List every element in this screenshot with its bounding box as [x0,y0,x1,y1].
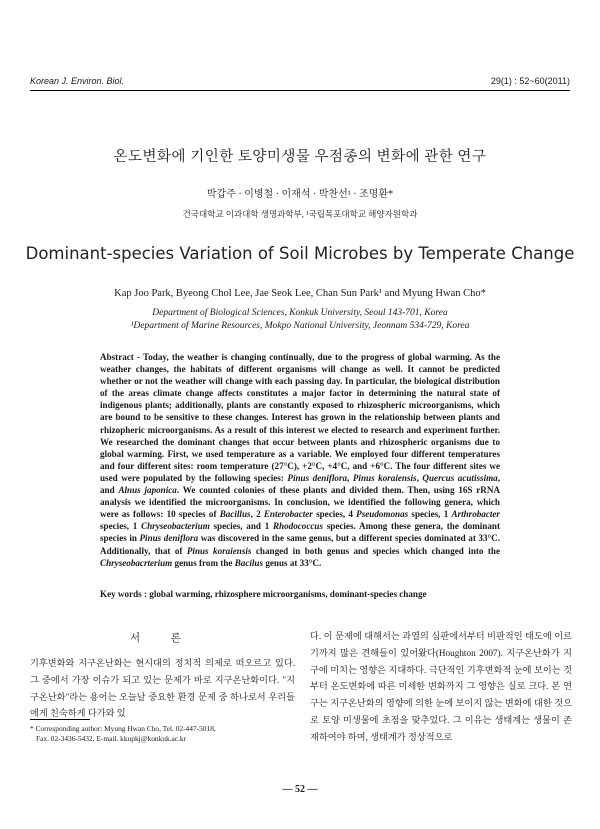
keywords [100,589,500,599]
species-name: Pinus deniflora [287,472,348,483]
abstract-text: species, 1 [100,521,142,532]
genus-name: Arthrobacter [451,509,500,520]
body-left-column: 기후변화와 지구온난화는 현시대의 정치적 의제로 떠오르고 있다. 그 중에서 가장 이슈가 되고 있는 문제가 바로 지구온난화이다. "지구온난화"라는 용어는 오늘날 중요한 환경 문제 중 하나로서 우리들에게 친숙하게 다가와 있 [30,658,295,719]
keywords-text: global warming, rhizosphere microorganisms, dominant-species change [149,589,427,599]
korean-authors: 박갑주 · 이병철 · 이재석 · 박찬선¹ · 조명환* [206,189,394,200]
footnote-line-2: Fax. 02-3436-5432, E-mail. kkupkj@konkuk.ac.kr [36,733,187,743]
abstract-text: genus from the [172,557,235,568]
abstract-text: , [347,472,353,483]
header-rule [30,90,570,91]
korean-title: 온도변화에 기인한 토양미생물 우점종의 변화에 관한 연구 [113,149,487,165]
abstract-text: was discovered in the same genus, but a different species dominated at 33°C. Additionally, that of [100,533,500,556]
english-authors: Kap Joo Park, Byeong Chol Lee, Jae Seok Lee, Chan Sun Park¹ and Myung Hwan Cho* [114,288,486,299]
journal-name: Korean J. Environ. Biol. [30,76,125,86]
footnote [30,724,295,743]
abstract-text: , 2 [250,509,264,520]
english-affiliation-2: ¹Department of Marine Resources, Mokpo National University, Jeonnam 534-729, Korea [130,321,470,331]
section-heading: 서 론 [130,633,195,644]
genus-name: Chryseobacrterium [100,557,173,568]
body-right-column: 다. 이 문제에 대해서는 과열의 심판에서부터 비판적인 태도에 이르기까지 많은 견해들이 있어왔다(Houghton 2007). 지구온난화가 지구에 미치는 영향은 지대하다. 극단적인 기후변화적 눈에 보이는 것부터 온도변화에 따른 미세한 변화까지 그 영향은 실로 크다. 본 연구는 지구온난화의 영향에 의한 눈에 보이지 않는 변화에 대한 것으로 토양 미생물에 초점을 맞추었다. 그 이유는 생태계는 생물이 존재하여야 하며, 생태계가 정상적으로 [310,631,572,742]
footnote-rule [30,719,90,720]
species-name: Quercus acutissima [422,472,498,483]
page-number: — 52 — [282,784,318,795]
english-affiliation-1: Department of Biological Sciences, Konkuk University, Seoul 143-701, Korea [152,308,448,318]
keywords-label: Key words : [100,589,150,599]
genus-name: Chryseobacterium [141,521,210,532]
volume-pages: 29(1) : 52~60(2011) [490,76,570,86]
genus-name: Enterobacter [263,509,313,520]
genus-name: Rhodococcus [272,521,323,532]
genus-name: Pseudomonas [356,509,409,520]
abstract-text: species, 4 [312,509,357,520]
korean-affiliation: 건국대학교 이과대학 생명과학부, ¹국립목포대학교 해양자원학과 [182,209,418,219]
abstract-text: Abstract - Today, the weather is changing continually, due to the progress of global warming. As the weather changes, the habitats of different organisms will change as well. It cannot be predicted whether or not the weather will change with each passing day. In particular, the biological distribution of the areas climate change affects constitutes a major factor in determining the natural state of indigenous plants; additionally, plants are constantly exposed to rhizospheric microorganisms, which are bound to be sensitive to these changes. Interest has grown in the relationship between plants and rhizopheric microorganisms. As a result of this interest we elected to research and experiment further. We researched the dominant changes that occur between plants and rhizospheric organisms due to global warming. First, we used temperature as a variable. We employed four different temperatures and four different sites: room temperature (27°C), +2°C, +4°C, and +6°C. The four different sites we used were populated by the following species: [100,352,500,483]
species-name: Pinus koraiensis [186,545,252,556]
abstract-text: species, and 1 [209,521,273,532]
footnote-line-1: * Corresponding author: Myung Hwan Cho, Tel. 02-447-5018, [30,724,216,733]
abstract-text: , and [100,472,500,496]
genus-name: Bacillus [219,509,251,520]
english-title: Dominant-species Variation of Soil Microbes by Temperate Change [25,244,575,263]
genus-name: Bacilus [234,557,264,568]
abstract-text: , [416,472,423,483]
abstract-text: . We counted colonies of these plants and divided them. Then, using 16S rRNA analysis we identified the microorganisms. In conclusion, we identified the following genera, which were as follows: 10 species of [100,485,501,520]
abstract-text: species. Among these genera, the dominant species in [100,521,500,544]
species-name: Alnus japonica [118,485,177,496]
species-name: Pinus koraiensis [352,472,417,483]
abstract [100,351,500,569]
abstract-text: changed in both genus and species which changed into the [251,545,501,556]
species-name: Pinus deniflora [139,533,199,544]
abstract-text: genus at 33°C. [263,557,322,568]
abstract-text: species, 1 [408,509,452,520]
